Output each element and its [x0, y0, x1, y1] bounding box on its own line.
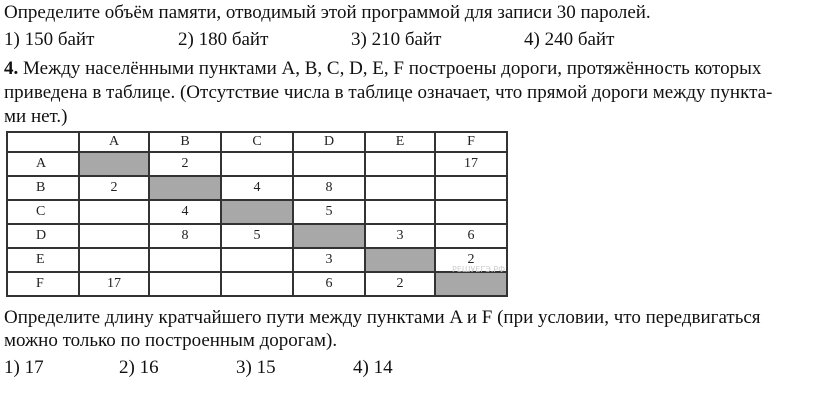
table-cell: 4: [221, 176, 293, 200]
row-header: F: [7, 272, 79, 296]
table-cell: [221, 272, 293, 296]
table-row: [7, 224, 507, 248]
table-cell: 8: [149, 224, 221, 248]
column-header: A: [79, 132, 149, 152]
table-cell-diagonal: [435, 272, 507, 296]
previous-option-2: 2) 180 байт: [178, 29, 269, 50]
previous-option-3: 3) 210 байт: [351, 29, 442, 50]
table-cell: [79, 248, 149, 272]
table-cell-diagonal: [221, 200, 293, 224]
table-cell: 17: [79, 272, 149, 296]
task-text-line-2: приведена в таблице. (Отсутствие числа в таблице означает, что прямой дороги между пункта-: [4, 82, 773, 103]
column-header: C: [221, 132, 293, 152]
table-header-row: [7, 132, 507, 152]
question-line-2: можно только по построенным дорогам).: [4, 330, 338, 351]
column-header: D: [293, 132, 365, 152]
table-cell: [149, 248, 221, 272]
table-cell-diagonal: [365, 248, 435, 272]
table-cell-diagonal: [79, 152, 149, 176]
previous-option-1: 1) 150 байт: [4, 29, 95, 50]
table-cell: 5: [221, 224, 293, 248]
column-header: F: [435, 132, 507, 152]
table-cell: 8: [293, 176, 365, 200]
table-cell: [79, 200, 149, 224]
previous-question-text: Определите объём памяти, отводимый этой программой для записи 30 паролей.: [4, 2, 651, 23]
table-cell: 2: [149, 152, 221, 176]
answer-option-2: 2) 16: [119, 357, 159, 378]
table-cell: [221, 152, 293, 176]
table-row: [7, 272, 507, 296]
table-corner-cell: [7, 132, 79, 152]
table-cell: 5: [293, 200, 365, 224]
table-cell: 3: [365, 224, 435, 248]
row-header: B: [7, 176, 79, 200]
table-cell: 2: [365, 272, 435, 296]
answer-option-4: 4) 14: [353, 357, 393, 378]
table-cell-diagonal: [149, 176, 221, 200]
row-header: C: [7, 200, 79, 224]
task-text-line-3: ми нет.): [4, 106, 68, 127]
table-cell: 17: [435, 152, 507, 176]
column-header: B: [149, 132, 221, 152]
table-row: [7, 248, 507, 272]
table-cell: 6: [293, 272, 365, 296]
table-cell: [435, 200, 507, 224]
previous-option-4: 4) 240 байт: [524, 29, 615, 50]
row-header: E: [7, 248, 79, 272]
answer-option-1: 1) 17: [4, 357, 44, 378]
table-row: [7, 152, 507, 176]
table-cell: [221, 248, 293, 272]
table-cell: [79, 224, 149, 248]
table-cell: [149, 272, 221, 296]
row-header: D: [7, 224, 79, 248]
table-cell: [365, 200, 435, 224]
distance-table: [6, 131, 508, 297]
question-line-1: Определите длину кратчайшего пути между пунктами A и F (при условии, что передвигаться: [4, 307, 761, 328]
task-number: 4.: [4, 58, 19, 79]
table-cell: 3: [293, 248, 365, 272]
watermark: РЕШУЕГЭ.РФ: [452, 265, 506, 274]
table-cell: [435, 176, 507, 200]
row-header: A: [7, 152, 79, 176]
table-cell: 2: [79, 176, 149, 200]
column-header: E: [365, 132, 435, 152]
table-cell-diagonal: [293, 224, 365, 248]
table-cell: 2: [435, 248, 507, 272]
task-text-1: Между населёнными пунктами A, B, C, D, E, F построены дороги, протяжённость которых: [23, 58, 762, 79]
table-cell: [365, 176, 435, 200]
table-row: [7, 200, 507, 224]
table-cell: 4: [149, 200, 221, 224]
task-text-line-1: [4, 58, 761, 80]
table-cell: 6: [435, 224, 507, 248]
table-row: [7, 176, 507, 200]
table-cell: [365, 152, 435, 176]
answer-option-3: 3) 15: [236, 357, 276, 378]
table-cell: [293, 152, 365, 176]
